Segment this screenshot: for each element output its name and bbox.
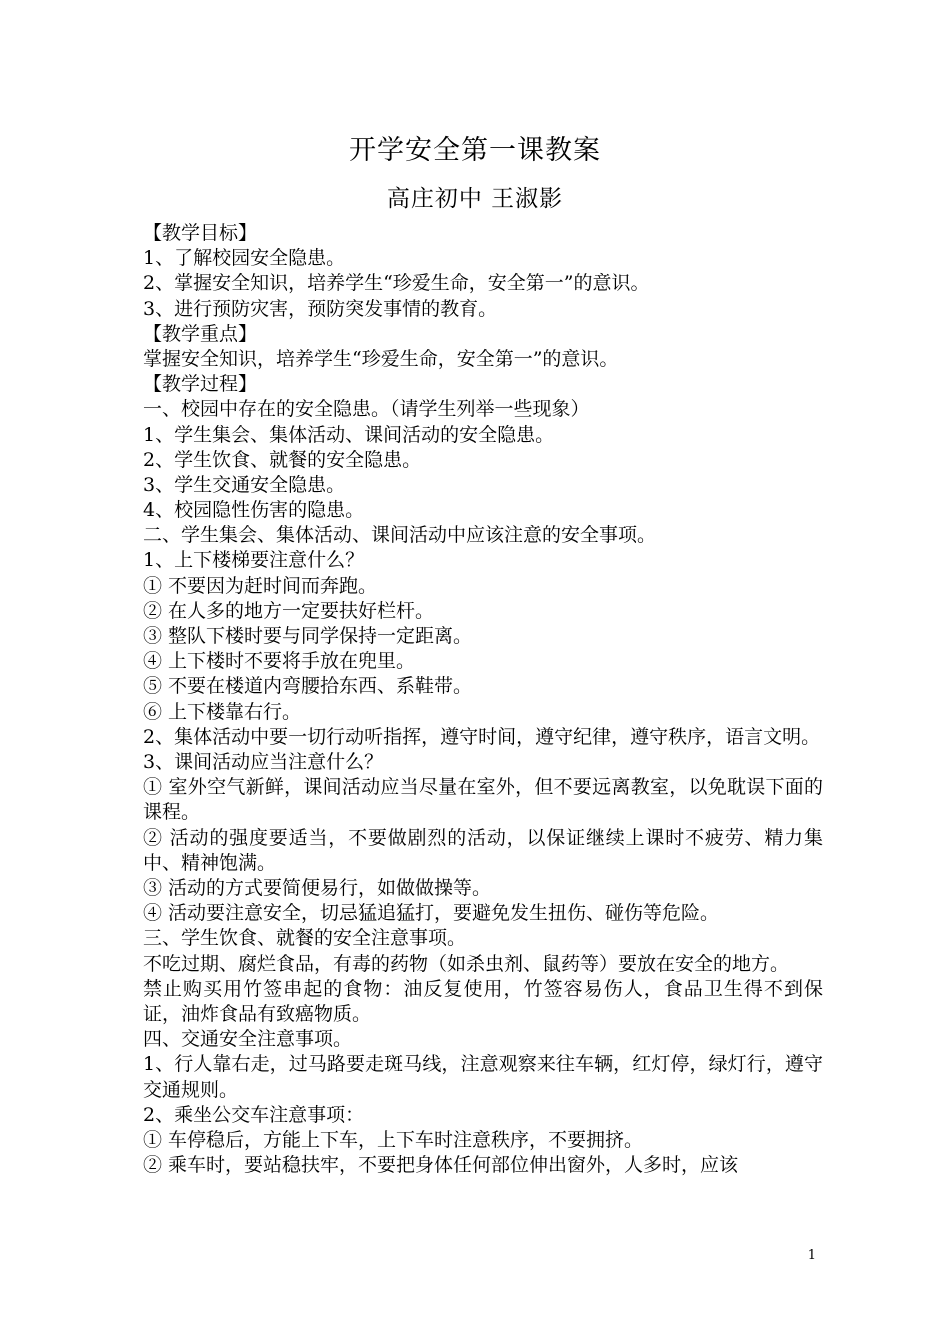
paragraph: 三、学生饮食、就餐的安全注意事项。 [143, 927, 467, 950]
paragraph: 1、上下楼梯要注意什么？ [143, 549, 365, 572]
list-item: ⑥ 上下楼靠右行。 [143, 700, 302, 723]
paragraph: 1、行人靠右走，过马路要走斑马线，注意观察来往车辆，红灯停，绿灯行，遵守交通规则。 [143, 1053, 823, 1101]
paragraph: 4、校园隐性伤害的隐患。 [143, 499, 365, 522]
section-heading-key-points: 【教学重点】 [143, 322, 258, 345]
page-number: 1 [807, 1248, 816, 1263]
paragraph: 禁止购买用竹签串起的食物：油反复使用，竹签容易伤人，食品卫生得不到保证，油炸食品有致癌物质。 [143, 977, 823, 1025]
list-item: ④ 活动要注意安全，切忌猛追猛打，要避免发生扭伤、碰伤等危险。 [143, 902, 720, 925]
list-item: ① 不要因为赶时间而奔跑。 [143, 574, 378, 597]
paragraph: 1、了解校园安全隐患。 [143, 247, 346, 270]
paragraph: 一、校园中存在的安全隐患。（请学生列举一些现象） [143, 398, 590, 421]
paragraph: 2、学生饮食、就餐的安全隐患。 [143, 448, 422, 471]
list-item: ③ 活动的方式要简便易行，如做做操等。 [143, 876, 492, 899]
paragraph: 二、学生集会、集体活动、课间活动中应该注意的安全事项。 [143, 524, 657, 547]
document-title: 开学安全第一课教案 [349, 135, 601, 166]
paragraph: 3、进行预防灾害，预防突发事情的教育。 [143, 297, 498, 320]
section-heading-objectives: 【教学目标】 [143, 222, 258, 244]
list-item: ① 室外空气新鲜，课间活动应当尽量在室外，但不要远离教室，以免耽误下面的课程。 [143, 776, 823, 824]
list-item: ② 在人多的地方一定要扶好栏杆。 [143, 599, 435, 622]
paragraph: 2、掌握安全知识，培养学生“珍爱生命，安全第一”的意识。 [143, 272, 650, 295]
paragraph: 2、集体活动中要一切行动听指挥，遵守时间，遵守纪律，遵守秩序，语言文明。 [143, 725, 821, 748]
list-item: ④ 上下楼时不要将手放在兜里。 [143, 650, 416, 673]
paragraph: 3、学生交通安全隐患。 [143, 473, 346, 496]
document-author: 高庄初中 王淑影 [386, 186, 564, 212]
paragraph: 3、课间活动应当注意什么？ [143, 750, 384, 773]
document-body [143, 221, 823, 1178]
list-item: ② 乘车时，要站稳扶牢，不要把身体任何部位伸出窗外，人多时，应该 [143, 1154, 739, 1177]
paragraph: 四、交通安全注意事项。 [143, 1028, 353, 1051]
list-item: ② 活动的强度要适当，不要做剧烈的活动，以保证继续上课时不疲劳、精力集中、精神饱满。 [143, 826, 823, 874]
list-item: ⑤ 不要在楼道内弯腰拾东西、系鞋带。 [143, 675, 473, 698]
list-item: ③ 整队下楼时要与同学保持一定距离。 [143, 625, 473, 647]
paragraph: 不吃过期、腐烂食品，有毒的药物（如杀虫剂、鼠药等）要放在安全的地方。 [143, 952, 790, 975]
list-item: ① 车停稳后，方能上下车，上下车时注意秩序，不要拥挤。 [143, 1128, 644, 1151]
paragraph: 掌握安全知识，培养学生“珍爱生命，安全第一”的意识。 [143, 347, 619, 370]
section-heading-process: 【教学过程】 [143, 373, 258, 396]
paragraph: 1、学生集会、集体活动、课间活动的安全隐患。 [143, 423, 555, 446]
paragraph: 2、乘坐公交车注意事项： [143, 1103, 365, 1126]
